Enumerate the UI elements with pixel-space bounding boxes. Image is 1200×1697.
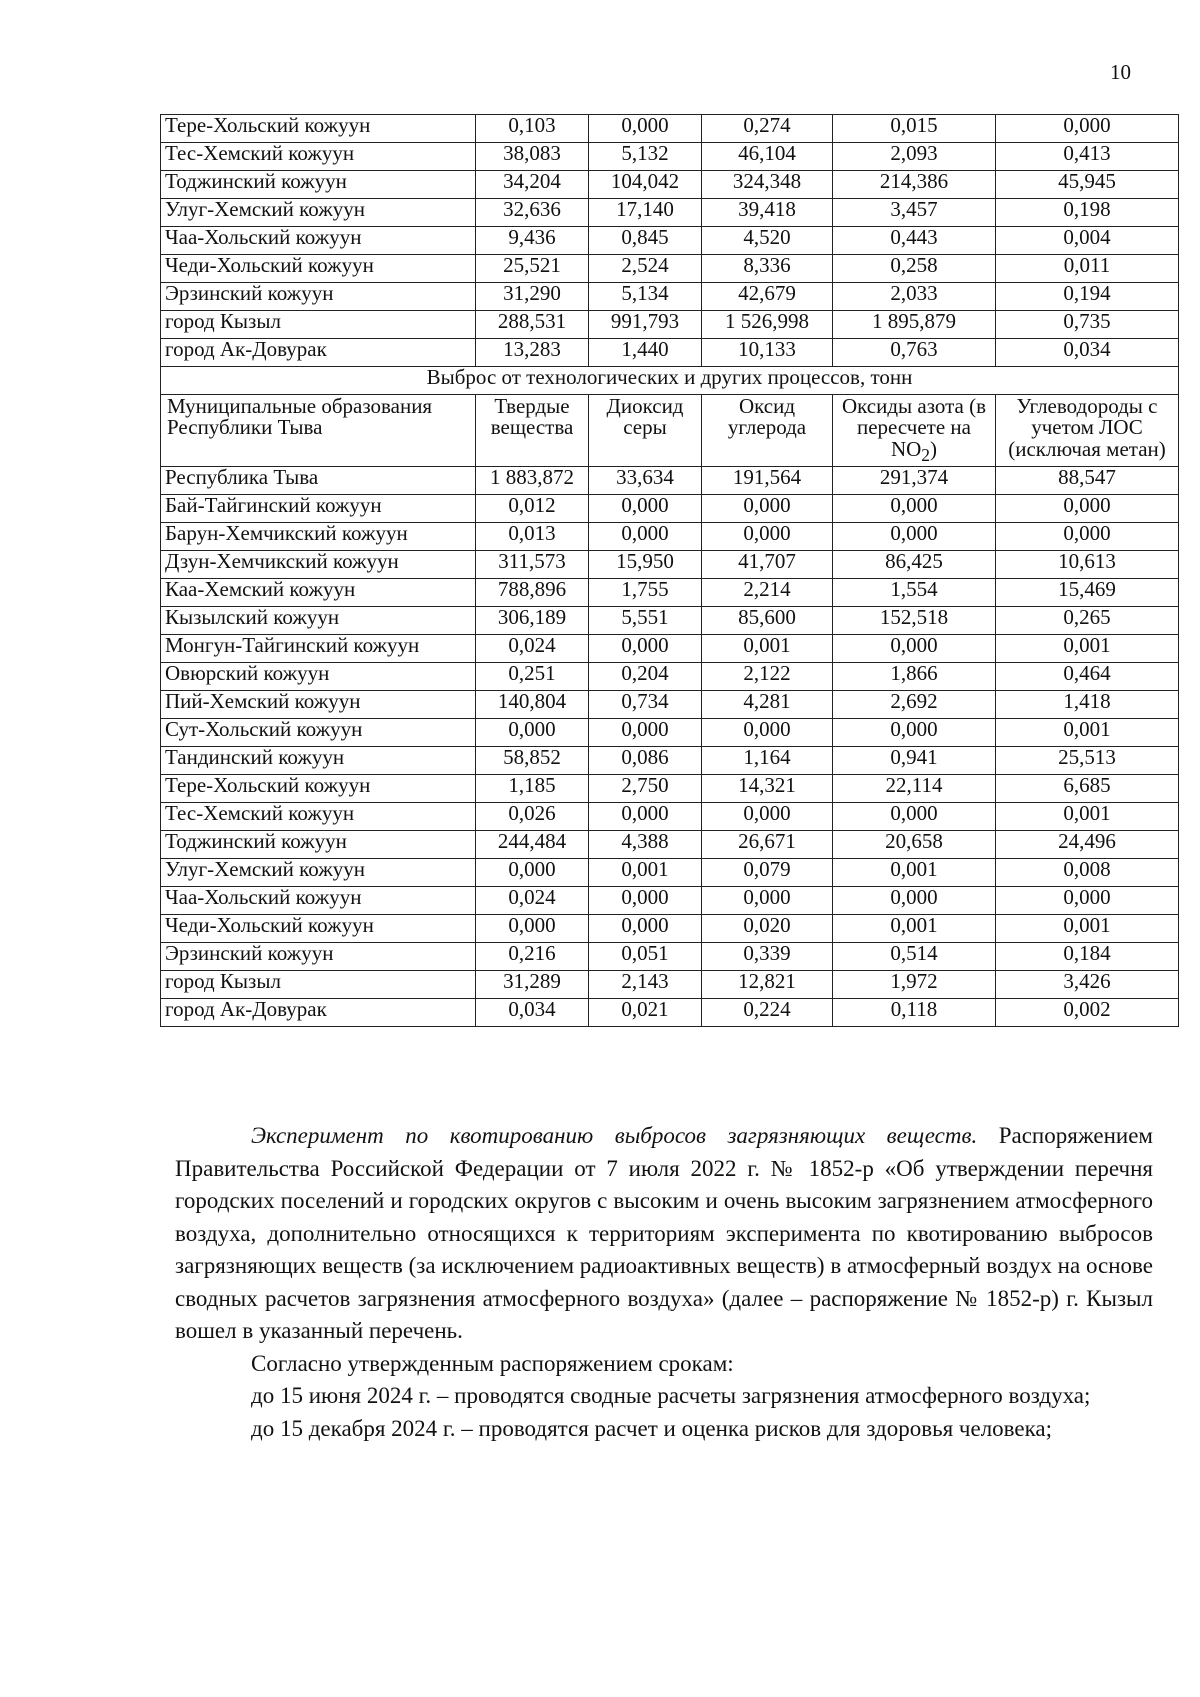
nitrogen-oxides-cell: 0,001	[833, 858, 996, 886]
hydrocarbons-cell: 45,945	[996, 171, 1179, 199]
hydrocarbons-cell: 0,000	[996, 886, 1179, 914]
sulfur-dioxide-cell: 0,021	[589, 998, 702, 1026]
solids-cell: 788,896	[476, 578, 589, 606]
sulfur-dioxide-cell: 991,793	[589, 311, 702, 339]
hydrocarbons-cell: 0,184	[996, 942, 1179, 970]
hydrocarbons-cell: 3,426	[996, 970, 1179, 998]
sulfur-dioxide-cell: 0,204	[589, 662, 702, 690]
nitrogen-oxides-cell: 22,114	[833, 774, 996, 802]
solids-cell: 0,024	[476, 886, 589, 914]
nitrogen-oxides-cell: 0,001	[833, 914, 996, 942]
carbon-monoxide-cell: 26,671	[702, 830, 833, 858]
table-row	[161, 339, 1179, 367]
nitrogen-oxides-cell: 1,972	[833, 970, 996, 998]
solids-cell: 34,204	[476, 171, 589, 199]
column-header-row	[161, 395, 1179, 467]
municipality-cell: Чеди-Хольский кожуун	[161, 255, 476, 283]
table-row	[161, 494, 1179, 522]
table-row	[161, 171, 1179, 199]
municipality-cell: Тес-Хемский кожуун	[161, 802, 476, 830]
solids-cell: 9,436	[476, 227, 589, 255]
paragraph-quota-experiment	[175, 1120, 1153, 1348]
nitrogen-oxides-cell: 2,033	[833, 283, 996, 311]
nitrogen-oxides-cell: 0,763	[833, 339, 996, 367]
table-row	[161, 255, 1179, 283]
sulfur-dioxide-cell: 0,001	[589, 858, 702, 886]
sulfur-dioxide-cell: 0,000	[589, 718, 702, 746]
carbon-monoxide-cell: 85,600	[702, 606, 833, 634]
solids-cell: 0,251	[476, 662, 589, 690]
sulfur-dioxide-cell: 2,524	[589, 255, 702, 283]
nitrogen-oxides-cell: 1,554	[833, 578, 996, 606]
sulfur-dioxide-cell: 104,042	[589, 171, 702, 199]
municipality-cell: город Ак-Довурак	[161, 339, 476, 367]
nitrogen-oxides-cell: 0,000	[833, 718, 996, 746]
municipality-cell: город Кызыл	[161, 311, 476, 339]
emissions-table	[160, 114, 1179, 1027]
solids-cell: 13,283	[476, 339, 589, 367]
carbon-monoxide-cell: 324,348	[702, 171, 833, 199]
hydrocarbons-cell: 0,735	[996, 311, 1179, 339]
sulfur-dioxide-cell: 33,634	[589, 466, 702, 494]
paragraph-quota-text: Распоряжением Правительства Российской Федерации от 7 июля 2022 г. № 1852-р «Об утверждении перечня городских поселений и городских округов с высоким и очень высоким загрязнением атмосферного воздуха, дополнительно относящихся к территориям эксперимента по квотированию выбросов загрязняющих веществ (за исключением радиоактивных веществ) в атмосферный воздух на основе сводных расчетов загрязнения атмосферного воздуха» (далее – распоряжение № 1852-р) г. Кызыл вошел в указанный перечень.	[175, 1123, 1153, 1343]
nitrogen-oxides-cell: 0,000	[833, 886, 996, 914]
table-row	[161, 634, 1179, 662]
municipality-cell: Чаа-Хольский кожуун	[161, 886, 476, 914]
table-row	[161, 774, 1179, 802]
solids-cell: 0,012	[476, 494, 589, 522]
table-row	[161, 662, 1179, 690]
carbon-monoxide-cell: 0,274	[702, 115, 833, 143]
municipality-cell: Тандинский кожуун	[161, 746, 476, 774]
hydrocarbons-cell: 0,002	[996, 998, 1179, 1026]
hydrocarbons-cell: 0,000	[996, 522, 1179, 550]
section-title-row	[161, 367, 1179, 395]
nitrogen-oxides-cell: 2,692	[833, 690, 996, 718]
nitrogen-oxides-cell: 0,000	[833, 634, 996, 662]
header-sulfur-dioxide: Диоксид серы	[589, 395, 702, 467]
table-row	[161, 227, 1179, 255]
header-hydrocarbons: Углеводороды с учетом ЛОС (исключая метан)	[996, 395, 1179, 467]
paragraph-deadline-december: до 15 декабря 2024 г. – проводятся расчет и оценка рисков для здоровья человека;	[251, 1415, 1053, 1441]
hydrocarbons-cell: 0,001	[996, 914, 1179, 942]
carbon-monoxide-cell: 1,164	[702, 746, 833, 774]
header-carbon-monoxide: Оксид углерода	[702, 395, 833, 467]
municipality-cell: Эрзинский кожуун	[161, 942, 476, 970]
sulfur-dioxide-cell: 0,051	[589, 942, 702, 970]
municipality-cell: Тоджинский кожуун	[161, 830, 476, 858]
nitrogen-oxides-cell: 0,514	[833, 942, 996, 970]
carbon-monoxide-cell: 191,564	[702, 466, 833, 494]
municipality-cell: Тере-Хольский кожуун	[161, 774, 476, 802]
hydrocarbons-cell: 0,004	[996, 227, 1179, 255]
carbon-monoxide-cell: 0,001	[702, 634, 833, 662]
carbon-monoxide-cell: 39,418	[702, 199, 833, 227]
solids-cell: 0,026	[476, 802, 589, 830]
hydrocarbons-cell: 0,034	[996, 339, 1179, 367]
table-row	[161, 311, 1179, 339]
municipality-cell: Улуг-Хемский кожуун	[161, 858, 476, 886]
solids-cell: 0,216	[476, 942, 589, 970]
sulfur-dioxide-cell: 0,086	[589, 746, 702, 774]
solids-cell: 0,013	[476, 522, 589, 550]
municipality-cell: город Кызыл	[161, 970, 476, 998]
table-row	[161, 802, 1179, 830]
table-row	[161, 830, 1179, 858]
municipality-cell: Тес-Хемский кожуун	[161, 143, 476, 171]
municipality-cell: Чаа-Хольский кожуун	[161, 227, 476, 255]
hydrocarbons-cell: 0,001	[996, 718, 1179, 746]
sulfur-dioxide-cell: 0,000	[589, 115, 702, 143]
hydrocarbons-cell: 0,000	[996, 494, 1179, 522]
solids-cell: 0,103	[476, 115, 589, 143]
nitrogen-oxides-cell: 86,425	[833, 550, 996, 578]
solids-cell: 32,636	[476, 199, 589, 227]
municipality-cell: Улуг-Хемский кожуун	[161, 199, 476, 227]
nitrogen-oxides-cell: 0,941	[833, 746, 996, 774]
sulfur-dioxide-cell: 0,000	[589, 634, 702, 662]
table-row	[161, 942, 1179, 970]
hydrocarbons-cell: 0,008	[996, 858, 1179, 886]
carbon-monoxide-cell: 41,707	[702, 550, 833, 578]
table-row	[161, 143, 1179, 171]
table-row	[161, 466, 1179, 494]
sulfur-dioxide-cell: 4,388	[589, 830, 702, 858]
solids-cell: 0,034	[476, 998, 589, 1026]
solids-cell: 288,531	[476, 311, 589, 339]
municipality-cell: Каа-Хемский кожуун	[161, 578, 476, 606]
hydrocarbons-cell: 0,464	[996, 662, 1179, 690]
carbon-monoxide-cell: 46,104	[702, 143, 833, 171]
hydrocarbons-cell: 0,413	[996, 143, 1179, 171]
carbon-monoxide-cell: 0,000	[702, 886, 833, 914]
sulfur-dioxide-cell: 5,132	[589, 143, 702, 171]
sulfur-dioxide-cell: 0,000	[589, 914, 702, 942]
municipality-cell: Монгун-Тайгинский кожуун	[161, 634, 476, 662]
nitrogen-oxides-cell: 0,118	[833, 998, 996, 1026]
hydrocarbons-cell: 15,469	[996, 578, 1179, 606]
carbon-monoxide-cell: 2,122	[702, 662, 833, 690]
header-nitrogen-oxides	[833, 395, 996, 467]
municipality-cell: город Ак-Довурак	[161, 998, 476, 1026]
table-row	[161, 578, 1179, 606]
solids-cell: 1,185	[476, 774, 589, 802]
sulfur-dioxide-cell: 0,845	[589, 227, 702, 255]
carbon-monoxide-cell: 4,281	[702, 690, 833, 718]
nitrogen-oxides-cell: 3,457	[833, 199, 996, 227]
municipality-cell: Тере-Хольский кожуун	[161, 115, 476, 143]
solids-cell: 31,289	[476, 970, 589, 998]
nitrogen-oxides-cell: 0,000	[833, 522, 996, 550]
solids-cell: 0,000	[476, 914, 589, 942]
carbon-monoxide-cell: 12,821	[702, 970, 833, 998]
carbon-monoxide-cell: 0,000	[702, 718, 833, 746]
solids-cell: 140,804	[476, 690, 589, 718]
table-row	[161, 522, 1179, 550]
table-row	[161, 970, 1179, 998]
carbon-monoxide-cell: 2,214	[702, 578, 833, 606]
carbon-monoxide-cell: 8,336	[702, 255, 833, 283]
nitrogen-oxides-cell: 214,386	[833, 171, 996, 199]
hydrocarbons-cell: 0,000	[996, 115, 1179, 143]
sulfur-dioxide-cell: 15,950	[589, 550, 702, 578]
nitrogen-oxides-cell: 1 895,879	[833, 311, 996, 339]
solids-cell: 31,290	[476, 283, 589, 311]
table-row	[161, 550, 1179, 578]
sulfur-dioxide-cell: 5,551	[589, 606, 702, 634]
paragraph-heading-italic: Эксперимент по квотированию выбросов загрязняющих веществ.	[251, 1123, 978, 1148]
solids-cell: 0,000	[476, 858, 589, 886]
solids-cell: 0,000	[476, 718, 589, 746]
nitrogen-oxides-cell: 2,093	[833, 143, 996, 171]
municipality-cell: Дзун-Хемчикский кожуун	[161, 550, 476, 578]
solids-cell: 311,573	[476, 550, 589, 578]
hydrocarbons-cell: 0,194	[996, 283, 1179, 311]
carbon-monoxide-cell: 0,079	[702, 858, 833, 886]
sulfur-dioxide-cell: 2,143	[589, 970, 702, 998]
header-municipality: Муниципальные образования Республики Тыва	[161, 395, 476, 467]
carbon-monoxide-cell: 14,321	[702, 774, 833, 802]
municipality-cell: Овюрский кожуун	[161, 662, 476, 690]
sulfur-dioxide-cell: 0,000	[589, 522, 702, 550]
municipality-cell: Пий-Хемский кожуун	[161, 690, 476, 718]
nitrogen-oxides-cell: 0,258	[833, 255, 996, 283]
carbon-monoxide-cell: 0,000	[702, 494, 833, 522]
table-row	[161, 690, 1179, 718]
nitrogen-oxides-cell: 20,658	[833, 830, 996, 858]
sulfur-dioxide-cell: 2,750	[589, 774, 702, 802]
hydrocarbons-cell: 0,011	[996, 255, 1179, 283]
solids-cell: 58,852	[476, 746, 589, 774]
solids-cell: 306,189	[476, 606, 589, 634]
municipality-cell: Республика Тыва	[161, 466, 476, 494]
nitrogen-oxides-cell: 0,000	[833, 494, 996, 522]
hydrocarbons-cell: 0,265	[996, 606, 1179, 634]
hydrocarbons-cell: 10,613	[996, 550, 1179, 578]
carbon-monoxide-cell: 0,020	[702, 914, 833, 942]
section-title: Выброс от технологических и других процессов, тонн	[161, 367, 1179, 395]
header-nitrogen-oxides-text: Оксиды азота (в пересчете на NO	[841, 394, 987, 461]
table-row	[161, 115, 1179, 143]
carbon-monoxide-cell: 0,000	[702, 802, 833, 830]
hydrocarbons-cell: 24,496	[996, 830, 1179, 858]
carbon-monoxide-cell: 42,679	[702, 283, 833, 311]
hydrocarbons-cell: 25,513	[996, 746, 1179, 774]
nitrogen-oxides-cell: 1,866	[833, 662, 996, 690]
table-row	[161, 606, 1179, 634]
hydrocarbons-cell: 6,685	[996, 774, 1179, 802]
paragraph-deadline-june: до 15 июня 2024 г. – проводятся сводные расчеты загрязнения атмосферного воздуха;	[251, 1383, 1091, 1408]
municipality-cell: Эрзинский кожуун	[161, 283, 476, 311]
table-row	[161, 718, 1179, 746]
table-row	[161, 858, 1179, 886]
solids-cell: 1 883,872	[476, 466, 589, 494]
table-row	[161, 283, 1179, 311]
table-row	[161, 199, 1179, 227]
table-bottom-body	[161, 466, 1179, 1026]
header-nitrogen-oxides-subscript: 2	[921, 445, 931, 465]
table-row	[161, 886, 1179, 914]
municipality-cell: Бай-Тайгинский кожуун	[161, 494, 476, 522]
carbon-monoxide-cell: 0,000	[702, 522, 833, 550]
nitrogen-oxides-cell: 152,518	[833, 606, 996, 634]
nitrogen-oxides-cell: 0,443	[833, 227, 996, 255]
hydrocarbons-cell: 0,198	[996, 199, 1179, 227]
solids-cell: 38,083	[476, 143, 589, 171]
page-number: 10	[1110, 60, 1131, 84]
nitrogen-oxides-cell: 0,015	[833, 115, 996, 143]
carbon-monoxide-cell: 0,224	[702, 998, 833, 1026]
municipality-cell: Чеди-Хольский кожуун	[161, 914, 476, 942]
municipality-cell: Барун-Хемчикский кожуун	[161, 522, 476, 550]
municipality-cell: Сут-Хольский кожуун	[161, 718, 476, 746]
carbon-monoxide-cell: 1 526,998	[702, 311, 833, 339]
paragraph-deadlines-intro: Согласно утвержденным распоряжением срокам:	[251, 1350, 734, 1376]
hydrocarbons-cell: 0,001	[996, 802, 1179, 830]
table-row	[161, 914, 1179, 942]
sulfur-dioxide-cell: 0,000	[589, 494, 702, 522]
nitrogen-oxides-cell: 291,374	[833, 466, 996, 494]
sulfur-dioxide-cell: 0,000	[589, 802, 702, 830]
hydrocarbons-cell: 1,418	[996, 690, 1179, 718]
municipality-cell: Кызылский кожуун	[161, 606, 476, 634]
carbon-monoxide-cell: 0,339	[702, 942, 833, 970]
header-nitrogen-oxides-close: )	[930, 436, 938, 461]
hydrocarbons-cell: 88,547	[996, 466, 1179, 494]
sulfur-dioxide-cell: 1,440	[589, 339, 702, 367]
table-row	[161, 746, 1179, 774]
sulfur-dioxide-cell: 0,734	[589, 690, 702, 718]
table-row	[161, 998, 1179, 1026]
carbon-monoxide-cell: 10,133	[702, 339, 833, 367]
solids-cell: 244,484	[476, 830, 589, 858]
sulfur-dioxide-cell: 17,140	[589, 199, 702, 227]
nitrogen-oxides-cell: 0,000	[833, 802, 996, 830]
sulfur-dioxide-cell: 1,755	[589, 578, 702, 606]
municipality-cell: Тоджинский кожуун	[161, 171, 476, 199]
hydrocarbons-cell: 0,001	[996, 634, 1179, 662]
carbon-monoxide-cell: 4,520	[702, 227, 833, 255]
solids-cell: 0,024	[476, 634, 589, 662]
header-solids: Твердые вещества	[476, 395, 589, 467]
sulfur-dioxide-cell: 5,134	[589, 283, 702, 311]
body-text	[175, 1120, 1153, 1445]
sulfur-dioxide-cell: 0,000	[589, 886, 702, 914]
table-top-body	[161, 115, 1179, 367]
solids-cell: 25,521	[476, 255, 589, 283]
